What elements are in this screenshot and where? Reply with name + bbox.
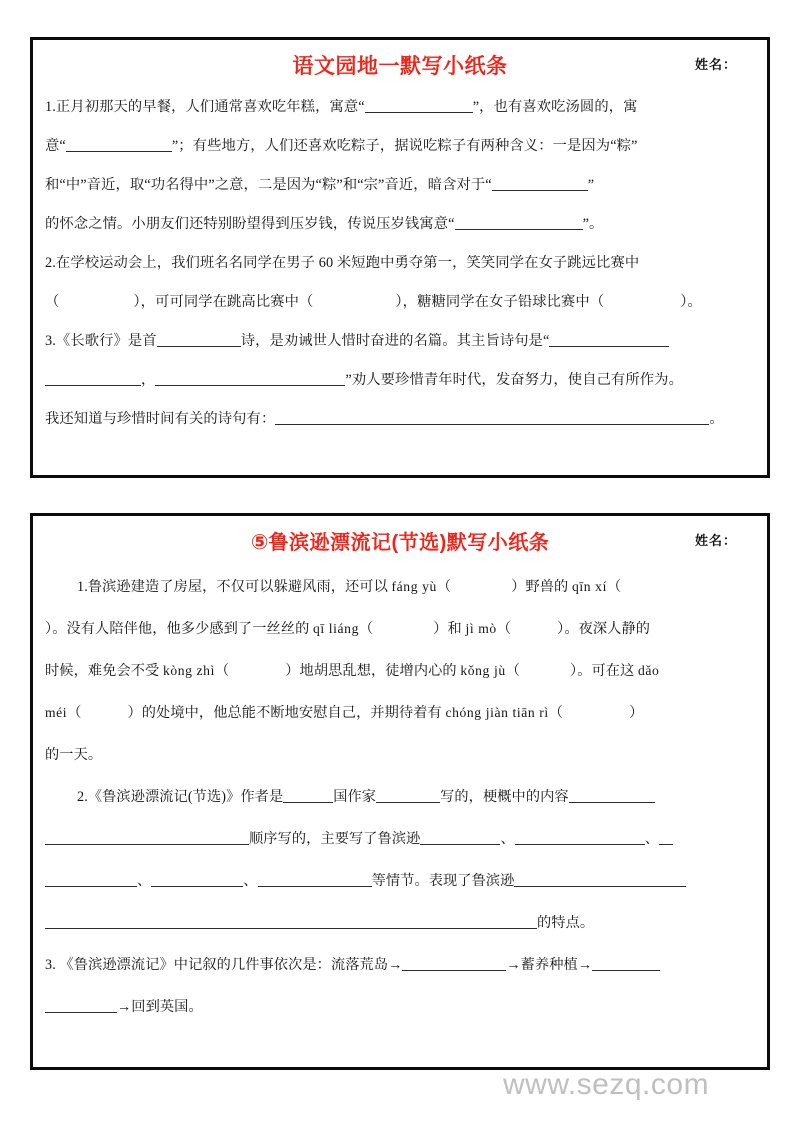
answer-blank[interactable] <box>45 997 117 1013</box>
question-line <box>45 322 755 361</box>
question-text: →蓄养种植→ <box>506 957 593 973</box>
pinyin-text: chóng jiàn tiān rì <box>445 705 549 720</box>
question-text: （ <box>214 663 230 679</box>
answer-blank[interactable] <box>275 409 709 425</box>
worksheet-2-title: 鲁滨逊漂流记(节选)默写小纸条 <box>268 532 550 554</box>
question-text: 意“ <box>45 138 66 154</box>
question-text: （ <box>496 621 512 637</box>
question-text: 1.鲁滨逊建造了房屋，不仅可以躲避风雨，还可以 <box>77 579 392 595</box>
answer-blank[interactable] <box>549 331 669 347</box>
question-text: 写的，梗概中的内容 <box>440 789 569 805</box>
question-text: 、 <box>644 831 660 847</box>
question-line <box>45 734 755 776</box>
question-text: 国作家 <box>333 789 377 805</box>
question-text: ）野兽的 <box>511 579 572 595</box>
question-text: 3. 《鲁滨逊漂流记》中记叙的几件事依次是：流落荒岛→ <box>45 957 403 973</box>
question-line <box>45 650 755 692</box>
answer-blank[interactable] <box>455 214 583 230</box>
question-text: 时候，难免会不受 <box>45 663 163 679</box>
question-text: （ <box>606 579 622 595</box>
worksheet-1-name-label: 姓名： <box>694 57 737 72</box>
worksheet-2-body <box>45 566 755 1028</box>
question-text: →回到英国。 <box>117 999 203 1015</box>
question-line <box>45 860 755 902</box>
question-text: 和“中”音近，取“功名得中”之意，二是因为“粽”和“宗”音近，暗含对于“ <box>45 177 492 193</box>
question-line <box>45 902 755 944</box>
answer-blank[interactable] <box>283 787 333 803</box>
worksheet-2-circle-number: ⑤ <box>250 531 269 554</box>
question-text: 的一天。 <box>45 747 103 763</box>
question-text: ”。 <box>582 216 604 232</box>
question-text: 顺序写的，主要写了鲁滨逊 <box>249 831 421 847</box>
question-line <box>45 818 755 860</box>
answer-blank[interactable] <box>376 787 440 803</box>
question-line <box>45 361 755 400</box>
question-text: ）。可在这 <box>570 663 639 679</box>
question-text: ， <box>141 372 156 388</box>
question-text: 诗，是劝诫世人惜时奋进的名篇。其主旨诗句是“ <box>240 333 550 349</box>
pinyin-text: kǒng jù <box>460 663 506 678</box>
question-text: ）地胡思乱想，徒增内心的 <box>285 663 461 679</box>
question-text: （ <box>67 705 82 721</box>
answer-blank[interactable] <box>492 175 588 191</box>
question-line <box>45 692 755 734</box>
question-text: 3.《长歌行》是首 <box>45 333 157 349</box>
worksheet-2-title-row <box>45 526 755 562</box>
question-text: 、 <box>243 873 258 889</box>
question-text: （ <box>45 294 60 310</box>
answer-blank[interactable] <box>258 871 372 887</box>
worksheet-box-2 <box>30 513 770 1070</box>
answer-blank[interactable] <box>659 829 673 845</box>
question-line <box>45 776 755 818</box>
question-text: 、 <box>137 873 152 889</box>
worksheet-1-body <box>45 88 755 439</box>
pinyin-text: jì mò <box>465 621 497 636</box>
worksheet-box-1 <box>30 37 770 478</box>
question-line <box>45 400 755 439</box>
question-text: （ <box>505 663 521 679</box>
question-line <box>45 88 755 127</box>
question-text: 的怀念之情。小朋友们还特别盼望得到压岁钱，传说压岁钱寓意“ <box>45 216 455 232</box>
question-text: 我还知道与珍惜时间有关的诗句有： <box>45 411 276 427</box>
worksheet-2-name-label: 姓名： <box>694 533 737 548</box>
pinyin-text: kòng zhì <box>162 663 215 678</box>
question-text: 1.正月初那天的早餐，人们通常喜欢吃年糕，寓意“ <box>45 99 365 115</box>
answer-blank[interactable] <box>45 913 537 929</box>
worksheet-1-title: 语文园地一默写小纸条 <box>292 55 508 78</box>
answer-blank[interactable] <box>515 829 645 845</box>
question-text: （ <box>436 579 452 595</box>
question-text: ” <box>587 177 595 193</box>
question-line <box>45 608 755 650</box>
question-text: 等情节。表现了鲁滨逊 <box>371 873 515 889</box>
answer-blank[interactable] <box>151 871 243 887</box>
pinyin-text: qī liáng <box>313 621 359 636</box>
worksheet-1-title-row <box>45 50 755 84</box>
question-text: ） <box>629 705 644 721</box>
question-line <box>45 944 755 986</box>
question-text: 2.《鲁滨逊漂流记(节选)》作者是 <box>77 789 284 805</box>
question-text: ”；有些地方，人们还喜欢吃粽子，据说吃粽子有两种含义：一是因为“粽” <box>171 138 638 154</box>
answer-blank[interactable] <box>45 871 137 887</box>
question-line <box>45 283 755 322</box>
question-text: 2.在学校运动会上，我们班名名同学在男子 60 米短跑中勇夺第一，笑笑同学在女子跳远比赛中 <box>45 255 640 271</box>
question-text: 。 <box>709 411 724 427</box>
question-line <box>45 205 755 244</box>
question-text: ”劝人要珍惜青年时代，发奋努力，使自己有所作为。 <box>345 372 683 388</box>
site-watermark: www.sezq.com <box>503 1068 710 1101</box>
worksheet-box-1-content <box>33 40 767 447</box>
answer-blank[interactable] <box>420 829 500 845</box>
question-text: ”，也有喜欢吃汤圆的，寓 <box>472 99 638 115</box>
worksheet-box-2-content <box>33 516 767 1036</box>
answer-blank[interactable] <box>155 370 345 386</box>
question-text: ）。夜深人静的 <box>557 621 651 637</box>
question-text: ）。 <box>680 294 702 310</box>
question-line <box>45 127 755 166</box>
answer-blank[interactable] <box>45 370 141 386</box>
answer-blank[interactable] <box>66 136 172 152</box>
answer-blank[interactable] <box>569 787 655 803</box>
question-line <box>45 566 755 608</box>
pinyin-text: fáng yù <box>391 579 437 594</box>
question-text: 的特点。 <box>537 915 595 931</box>
question-text: （ <box>548 705 564 721</box>
question-text: ），可可同学在跳高比赛中（ <box>133 294 314 310</box>
answer-blank[interactable] <box>157 331 241 347</box>
question-text: ），糖糖同学在女子铅球比赛中（ <box>395 294 605 310</box>
answer-blank[interactable] <box>402 955 506 971</box>
question-line <box>45 244 755 283</box>
answer-blank[interactable] <box>514 871 686 887</box>
pinyin-text: dǎo <box>638 663 660 678</box>
pinyin-text: qīn xí <box>572 579 607 594</box>
question-text: ）。没有人陪伴他，他多少感到了一丝丝的 <box>45 621 314 637</box>
answer-blank[interactable] <box>45 829 249 845</box>
question-text: ）和 <box>433 621 466 637</box>
answer-blank[interactable] <box>592 955 660 971</box>
pinyin-text: méi <box>45 705 68 720</box>
question-line <box>45 166 755 205</box>
question-text: （ <box>358 621 374 637</box>
question-text: ）的处境中，他总能不断地安慰自己，并期待着有 <box>127 705 446 721</box>
answer-blank[interactable] <box>365 97 473 113</box>
question-line <box>45 986 755 1028</box>
question-text: 、 <box>500 831 515 847</box>
